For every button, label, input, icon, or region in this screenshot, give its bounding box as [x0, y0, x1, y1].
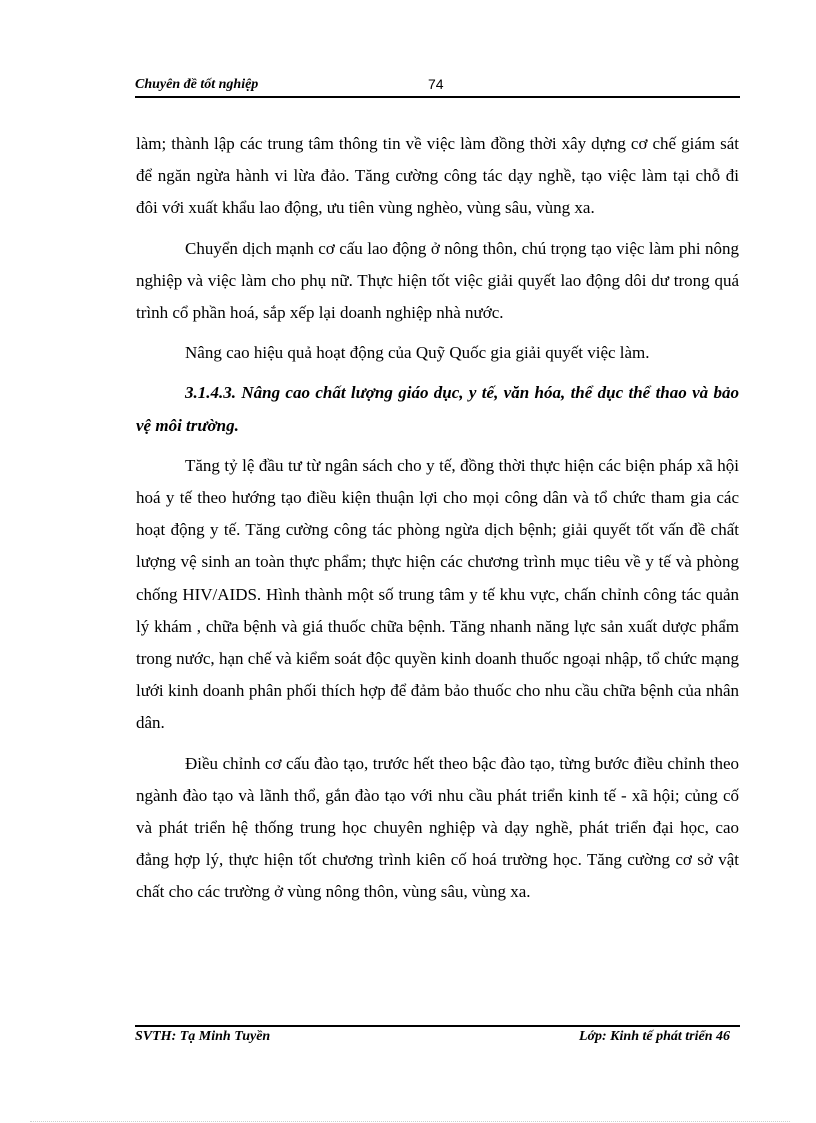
footer-divider: [135, 1025, 740, 1027]
paragraph-2: Chuyển dịch mạnh cơ cấu lao động ở nông thôn, chú trọng tạo việc làm phi nông nghiệp và việc làm cho phụ nữ. Thực hiện tốt việc giải quyết lao động dôi dư trong quá trình cổ phần hoá, sắp xếp lại doanh nghiệp nhà nước.: [136, 238, 739, 323]
paragraph-1: làm; thành lập các trung tâm thông tin về việc làm đồng thời xây dựng cơ chế giám sát để ngăn ngừa hành vi lừa đảo. Tăng cường công tác dạy nghề, tạo việc làm tại chỗ đi đôi với xuất khẩu lao động, ưu tiên vùng nghèo, vùng sâu, vùng xa.: [136, 134, 739, 218]
paragraph-3: Nâng cao hiệu quả hoạt động của Quỹ Quốc gia giải quyết việc làm.: [185, 343, 650, 363]
footer-class: Lớp: Kinh tế phát triển 46: [578, 1029, 730, 1044]
paragraph-4: Tăng tỷ lệ đầu tư từ ngân sách cho y tế, đồng thời thực hiện các biện pháp xã hội hoá y tế theo hướng tạo điều kiện thuận lợi cho mọi công dân và tổ chức tham gia các hoạt động y tế. Tăng cường công tác phòng ngừa dịch bệnh; giải quyết tốt vấn đề chất lượng vệ sinh an toàn thực phẩm; thực hiện các chương trình mục tiêu về y tế và phòng chống HIV/AIDS. Hình thành một số trung tâm y tế khu vực, chấn chỉnh công tác quản lý khám , chữa bệnh và giá thuốc chữa bệnh. Tăng nhanh năng lực sản xuất dược phẩm trong nước, hạn chế và kiểm soát độc quyền kinh doanh thuốc ngoại nhập, tổ chức mạng lưới kinh doanh phân phối thích hợp để đảm bảo thuốc cho nhu cầu chữa bệnh của nhân dân.: [136, 455, 739, 733]
page-header: [135, 76, 740, 96]
section-heading: 3.1.4.3. Nâng cao chất lượng giáo dục, y tế, văn hóa, thể dục thể thao và bảo vệ môi trường.: [136, 383, 739, 435]
paragraph-5: Điều chỉnh cơ cấu đào tạo, trước hết theo bậc đào tạo, từng bước điều chỉnh theo ngành đào tạo và lãnh thổ, gắn đào tạo với nhu cầu phát triển kinh tế - xã hội; củng cố và phát triển hệ thống trung học chuyên nghiệp và dạy nghề, phát triển đại học, cao đẳng hợp lý, thực hiện tốt chương trình kiên cố hoá trường học. Tăng cường cơ sở vật chất cho các trường ở vùng nông thôn, vùng sâu, vùng xa.: [136, 753, 739, 902]
document-title: Chuyên đề tốt nghiệp: [135, 77, 259, 92]
page-edge-divider: [30, 1121, 790, 1122]
footer-student: SVTH: Tạ Minh Tuyền: [135, 1029, 271, 1044]
header-divider: [135, 96, 740, 98]
page-body: [136, 128, 739, 909]
page-number: 74: [428, 76, 444, 92]
